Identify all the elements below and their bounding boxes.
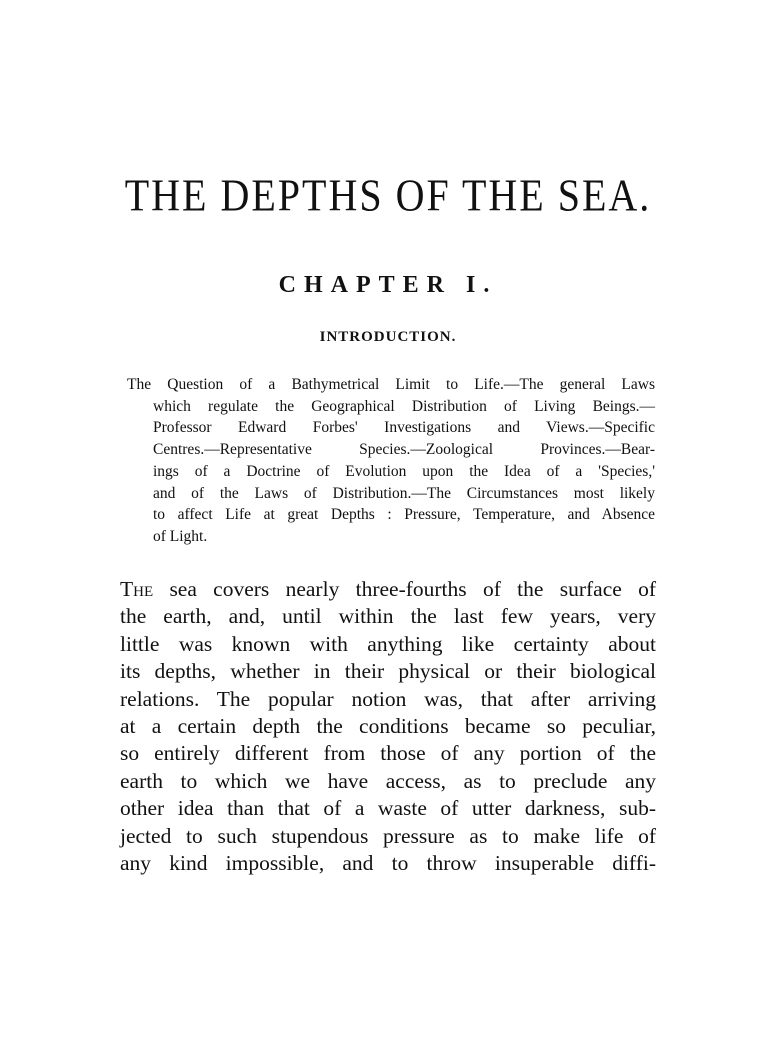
chapter-synopsis — [127, 374, 655, 548]
body-line: at a certain depth the conditions became so peculiar, — [120, 714, 656, 739]
chapter-heading: CHAPTER I. — [278, 272, 498, 298]
body-paragraph — [120, 576, 656, 877]
body-line: other idea than that of a waste of utter darkness, sub- — [120, 796, 656, 821]
body-line-text: sea covers nearly three-fourths of the surface of — [153, 577, 656, 601]
synopsis-line: and of the Laws of Distribution.—The Circumstances most likely — [153, 484, 655, 502]
synopsis-line: ings of a Doctrine of Evolution upon the Idea of a 'Species,' — [153, 462, 655, 480]
body-line: so entirely different from those of any portion of the — [120, 741, 656, 766]
body-line: relations. The popular notion was, that after arriving — [120, 686, 656, 711]
synopsis-line: to affect Life at great Depths : Pressure, Temperature, and Absence — [153, 506, 655, 524]
body-line: earth to which we have access, as to preclude any — [120, 768, 656, 793]
body-line: the earth, and, until within the last few years, very — [120, 604, 656, 629]
synopsis-line: of Light. — [153, 527, 208, 545]
body-line: its depths, whether in their physical or their biological — [120, 659, 656, 684]
body-line: little was known with anything like certainty about — [120, 631, 656, 656]
section-title: INTRODUCTION. — [319, 329, 457, 345]
opening-word: The — [120, 577, 154, 601]
synopsis-line: The Question of a Bathymetrical Limit to Life.—The general Laws — [127, 376, 655, 393]
body-line: jected to such stupendous pressure as to make life of — [120, 823, 656, 848]
body-line: any kind impossible, and to throw insuperable diffi- — [120, 851, 656, 876]
body-line — [120, 576, 656, 603]
synopsis-line: Professor Edward Forbes' Investigations and Views.—Specific — [153, 419, 655, 437]
book-title: THE DEPTHS OF THE SEA. — [124, 169, 652, 221]
synopsis-line: which regulate the Geographical Distribution of Living Beings.— — [153, 397, 655, 415]
synopsis-line: Centres.—Representative Species.—Zoological Provinces.—Bear- — [153, 441, 655, 459]
